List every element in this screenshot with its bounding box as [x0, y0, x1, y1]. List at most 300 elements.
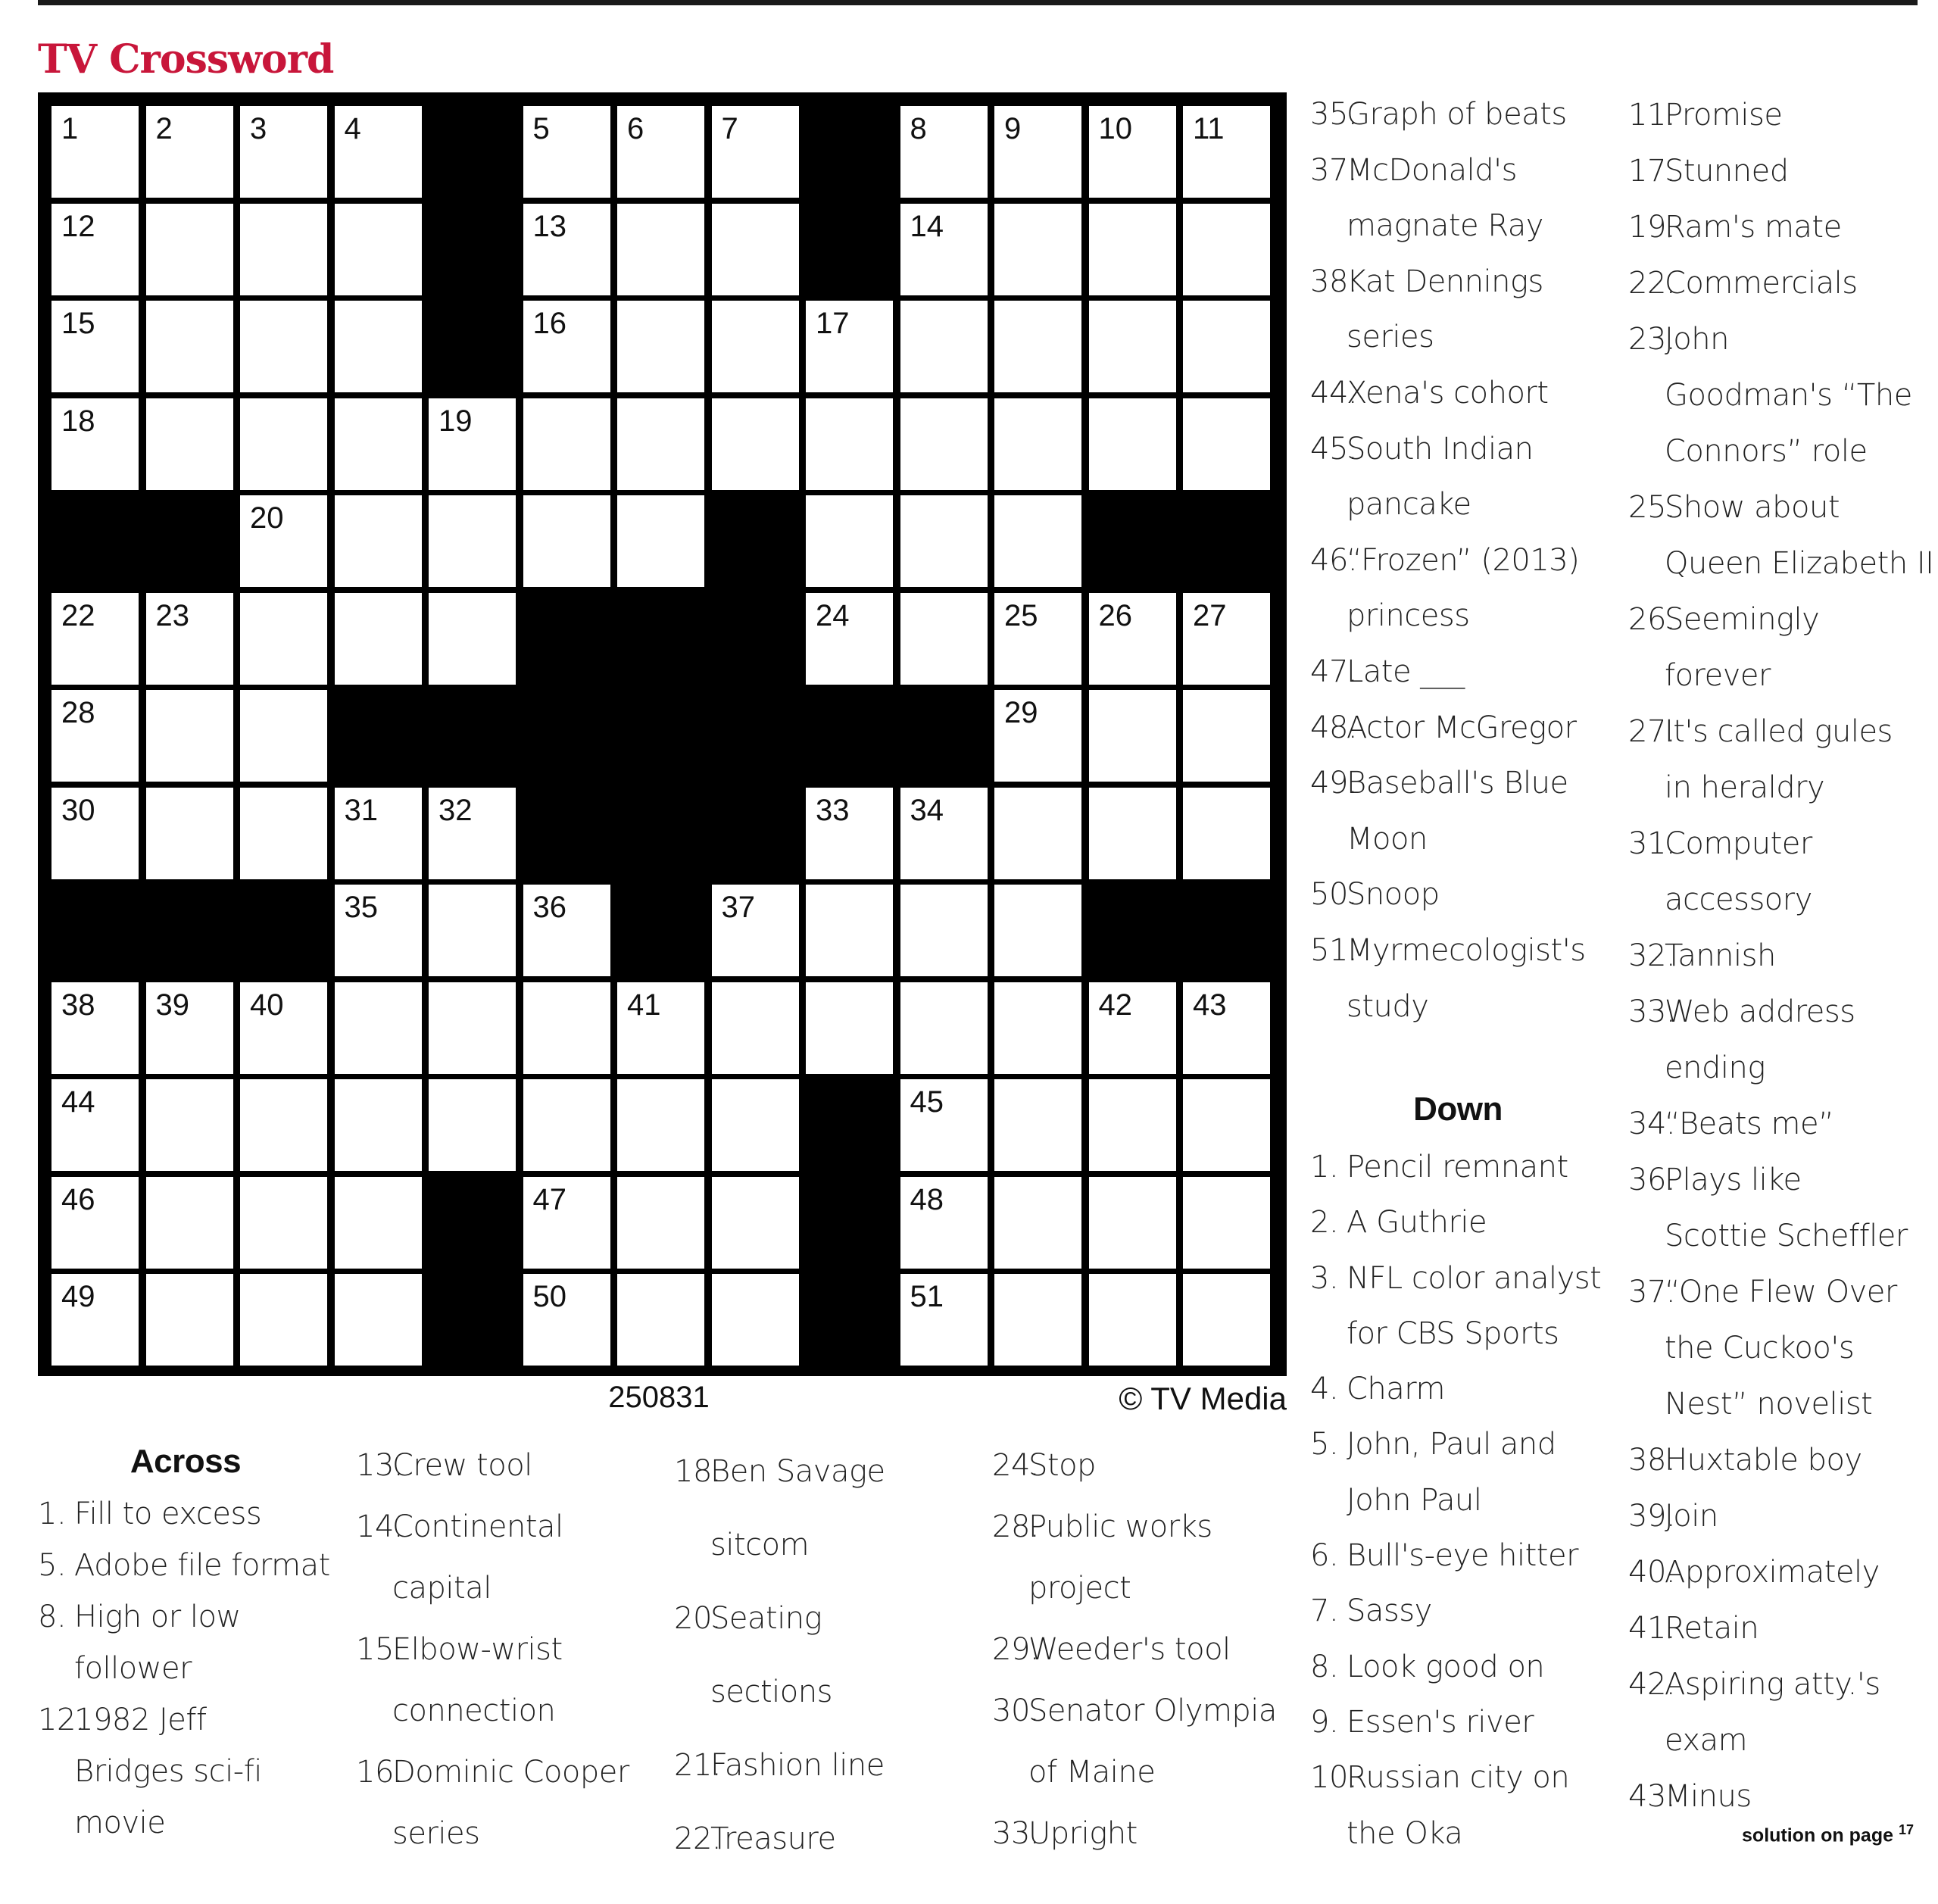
clue-item: [1310, 87, 1628, 143]
clue-item: [1310, 143, 1628, 254]
cell-number: 37: [721, 891, 755, 925]
grid-cell[interactable]: [617, 495, 704, 587]
clue-text: Promise: [1665, 98, 1783, 133]
clue-text: It's called gules: [1665, 714, 1893, 749]
cell-number: 46: [61, 1182, 95, 1216]
grid-cell[interactable]: [712, 106, 799, 198]
clue-item: [1310, 1640, 1628, 1695]
clue-text: Huxtable boy: [1665, 1443, 1862, 1478]
grid-cell[interactable]: [806, 593, 893, 685]
grid-cell[interactable]: [900, 1079, 988, 1171]
grid-cell[interactable]: [994, 982, 1081, 1074]
clue-number: 3.: [1310, 1260, 1339, 1296]
grid-cell[interactable]: [523, 885, 610, 976]
clue-item: [1628, 1096, 1938, 1152]
clue-item: [1628, 255, 1938, 311]
cell-number: 26: [1098, 598, 1132, 632]
grid-cell[interactable]: [900, 106, 988, 198]
grid-cell[interactable]: [240, 1079, 327, 1171]
cell-number: 36: [532, 891, 566, 925]
grid-cell[interactable]: [335, 398, 422, 490]
grid-cell[interactable]: [51, 106, 139, 198]
clue-item: [356, 1742, 659, 1865]
grid-cell[interactable]: [900, 982, 988, 1074]
clue-item: [1310, 1528, 1628, 1584]
grid-cell[interactable]: [146, 788, 233, 879]
clue-text: the Cuckoo's: [1665, 1331, 1855, 1366]
grid-cell[interactable]: [523, 982, 610, 1074]
cell-number: 41: [627, 988, 661, 1022]
grid-cell[interactable]: [335, 593, 422, 685]
grid-cell[interactable]: [146, 301, 233, 392]
clue-text: John: [1665, 322, 1729, 357]
grid-cell[interactable]: [51, 204, 139, 295]
clue-text: Russian city on: [1347, 1760, 1570, 1796]
grid-cell[interactable]: [994, 593, 1081, 685]
clue-number: 38.: [1310, 264, 1358, 299]
grid-cell[interactable]: [240, 204, 327, 295]
grid-cell[interactable]: [994, 885, 1081, 976]
clue-text: forever: [1665, 658, 1771, 693]
clue-item: [1628, 1432, 1938, 1488]
clue-number: 21.: [674, 1748, 722, 1783]
clue-number: 2.: [1310, 1205, 1339, 1241]
grid-cell[interactable]: [1183, 1079, 1270, 1171]
clue-text: Public works: [1028, 1509, 1212, 1544]
grid-cell[interactable]: [51, 1079, 139, 1171]
grid-cell[interactable]: [51, 788, 139, 879]
clue-text: Essen's river: [1347, 1704, 1534, 1740]
grid-cell[interactable]: [146, 593, 233, 685]
grid-cell[interactable]: [1183, 788, 1270, 879]
clue-text: Approximately: [1665, 1555, 1880, 1590]
clue-text: capital: [392, 1571, 492, 1606]
clue-text: for CBS Sports: [1347, 1316, 1559, 1351]
grid-cell[interactable]: [146, 690, 233, 782]
clue-item: [1310, 923, 1628, 1035]
top-rule: [38, 0, 1918, 5]
cell-number: 51: [910, 1280, 944, 1314]
clue-item: [1628, 928, 1938, 984]
across-clues-col5: [1310, 87, 1628, 1035]
clue-number: 33.: [1628, 994, 1676, 1029]
clue-text: Graph of beats: [1347, 97, 1567, 132]
clue-text: Elbow-wrist: [392, 1632, 563, 1667]
grid-cell[interactable]: [1089, 1079, 1176, 1171]
grid-cell[interactable]: [429, 1079, 516, 1171]
clue-item: [1628, 87, 1938, 143]
grid-cell[interactable]: [146, 204, 233, 295]
clue-number: 37.: [1310, 152, 1358, 188]
clue-item: [1628, 591, 1938, 704]
clue-text: Bridges sci-fi: [74, 1754, 262, 1789]
clue-number: 42.: [1628, 1667, 1676, 1702]
cell-number: 47: [532, 1182, 566, 1216]
grid-cell[interactable]: [146, 1177, 233, 1269]
grid-cell[interactable]: [712, 1177, 799, 1269]
grid-cell[interactable]: [1089, 788, 1176, 879]
grid-cell[interactable]: [146, 398, 233, 490]
grid-cell[interactable]: [429, 885, 516, 976]
grid-cell[interactable]: [51, 398, 139, 490]
grid-cell[interactable]: [335, 885, 422, 976]
clue-text: Moon: [1347, 821, 1428, 857]
cell-number: 3: [250, 112, 267, 145]
grid-cell[interactable]: [240, 301, 327, 392]
clue-number: 5.: [1310, 1427, 1339, 1462]
clue-number: 15.: [356, 1632, 404, 1667]
grid-cell[interactable]: [617, 1079, 704, 1171]
grid-cell[interactable]: [523, 1079, 610, 1171]
cell-number: 27: [1193, 598, 1227, 632]
grid-cell[interactable]: [806, 982, 893, 1074]
clue-number: 14.: [356, 1509, 404, 1544]
clue-text: Ben Savage: [710, 1454, 885, 1489]
clue-item: [1310, 1695, 1628, 1750]
clue-text: Computer: [1665, 826, 1812, 861]
grid-cell[interactable]: [712, 1079, 799, 1171]
clue-item: [1628, 1768, 1938, 1824]
clue-text: 1982 Jeff: [74, 1703, 207, 1737]
grid-cell[interactable]: [240, 1177, 327, 1269]
grid-cell[interactable]: [240, 106, 327, 198]
clue-text: project: [1028, 1571, 1131, 1606]
grid-cell[interactable]: [51, 690, 139, 782]
grid-cell[interactable]: [51, 982, 139, 1074]
clue-item: [674, 1803, 977, 1876]
clue-text: connection: [392, 1693, 556, 1728]
grid-cell[interactable]: [1183, 1274, 1270, 1366]
clue-item: [38, 1540, 341, 1591]
clue-number: 20.: [674, 1601, 722, 1636]
cell-number: 23: [155, 598, 189, 632]
grid-cell[interactable]: [806, 885, 893, 976]
grid-cell[interactable]: [1089, 982, 1176, 1074]
clue-number: 35.: [1310, 97, 1358, 132]
grid-cell[interactable]: [240, 495, 327, 587]
puzzle-id: 250831: [608, 1381, 710, 1414]
grid-cell[interactable]: [523, 1274, 610, 1366]
cell-number: 7: [721, 112, 738, 145]
clue-item: [1628, 1152, 1938, 1264]
clue-text: Commercials: [1665, 266, 1858, 301]
grid-cell[interactable]: [900, 398, 988, 490]
clue-item: [1310, 1750, 1628, 1862]
grid-cell[interactable]: [523, 398, 610, 490]
grid-cell[interactable]: [900, 885, 988, 976]
grid-cell[interactable]: [1089, 106, 1176, 198]
cell-number: 9: [1004, 112, 1022, 145]
grid-cell[interactable]: [1183, 204, 1270, 295]
clue-text: Minus: [1665, 1779, 1752, 1814]
grid-cell[interactable]: [335, 1274, 422, 1366]
cell-number: 25: [1004, 598, 1038, 632]
grid-cell[interactable]: [712, 885, 799, 976]
cell-number: 29: [1004, 696, 1038, 730]
clue-text: Myrmecologist's: [1347, 932, 1586, 968]
clue-item: [356, 1619, 659, 1742]
clue-item: [1310, 422, 1628, 533]
grid-cell[interactable]: [712, 204, 799, 295]
cell-number: 35: [344, 891, 378, 925]
clue-number: 10.: [1310, 1760, 1358, 1796]
grid-cell[interactable]: [617, 1274, 704, 1366]
grid-cell[interactable]: [806, 788, 893, 879]
clue-text: Baseball's Blue: [1347, 766, 1568, 801]
grid-cell[interactable]: [1183, 301, 1270, 392]
clue-text: series: [392, 1816, 480, 1851]
grid-cell[interactable]: [1089, 593, 1176, 685]
grid-cell[interactable]: [617, 1177, 704, 1269]
grid-cell[interactable]: [712, 301, 799, 392]
clue-number: 45.: [1310, 431, 1358, 467]
grid-cell[interactable]: [1089, 690, 1176, 782]
grid-cell[interactable]: [994, 1274, 1081, 1366]
clue-text: Tannish: [1665, 938, 1776, 973]
grid-cell[interactable]: [523, 106, 610, 198]
clue-number: 22.: [674, 1821, 722, 1856]
grid-cell[interactable]: [335, 982, 422, 1074]
grid-cell[interactable]: [712, 982, 799, 1074]
grid-cell[interactable]: [900, 1177, 988, 1269]
clue-number: 27.: [1628, 714, 1676, 749]
clue-text: Join: [1665, 1499, 1718, 1534]
grid-cell[interactable]: [994, 398, 1081, 490]
cell-number: 22: [61, 598, 95, 632]
clue-number: 18.: [674, 1454, 722, 1489]
clue-text: “Frozen” (2013): [1347, 542, 1580, 578]
solution-note: [1742, 1822, 1914, 1846]
clue-number: 23.: [1628, 322, 1676, 357]
grid-cell[interactable]: [1183, 982, 1270, 1074]
clue-text: South Indian: [1347, 431, 1534, 467]
grid-cell[interactable]: [900, 788, 988, 879]
grid-cell[interactable]: [1183, 398, 1270, 490]
clue-number: 8.: [38, 1600, 67, 1634]
cell-number: 45: [910, 1085, 944, 1119]
grid-cell[interactable]: [335, 788, 422, 879]
clue-number: 4.: [1310, 1372, 1339, 1407]
cell-number: 1: [61, 112, 79, 145]
clue-text: Sassy: [1347, 1593, 1432, 1629]
across-heading: Across: [130, 1443, 242, 1480]
clue-number: 19.: [1628, 210, 1676, 245]
grid-cell[interactable]: [429, 398, 516, 490]
cell-number: 44: [61, 1085, 95, 1119]
grid-cell[interactable]: [240, 398, 327, 490]
grid-cell[interactable]: [617, 398, 704, 490]
grid-cell[interactable]: [146, 982, 233, 1074]
clue-number: 51.: [1310, 932, 1358, 968]
clue-item: [992, 1497, 1310, 1619]
grid-cell[interactable]: [1183, 690, 1270, 782]
clue-text: Plays like: [1665, 1163, 1802, 1197]
cell-number: 19: [438, 404, 473, 438]
cell-number: 20: [250, 501, 284, 535]
clue-text: Seemingly: [1665, 602, 1820, 637]
clue-number: 26.: [1628, 602, 1676, 637]
clue-item: [38, 1488, 341, 1540]
grid-cell[interactable]: [51, 301, 139, 392]
grid-cell[interactable]: [806, 398, 893, 490]
clue-text: Late ___: [1347, 654, 1465, 689]
grid-cell[interactable]: [806, 301, 893, 392]
grid-cell[interactable]: [712, 1274, 799, 1366]
grid-cell[interactable]: [994, 690, 1081, 782]
grid-cell[interactable]: [240, 1274, 327, 1366]
clue-text: Look good on: [1347, 1649, 1545, 1684]
grid-cell[interactable]: [1089, 301, 1176, 392]
across-clues-col1: [38, 1435, 341, 1849]
grid-cell[interactable]: [994, 1177, 1081, 1269]
clue-text: Continental: [392, 1509, 563, 1544]
clue-item: [356, 1435, 659, 1497]
clue-item: [38, 1694, 341, 1849]
cell-number: 34: [910, 793, 944, 827]
clue-number: 44.: [1310, 375, 1358, 410]
grid-cell[interactable]: [617, 106, 704, 198]
clue-text: pancake: [1347, 487, 1471, 523]
grid-cell[interactable]: [617, 982, 704, 1074]
grid-cell[interactable]: [617, 204, 704, 295]
clue-text: “One Flew Over: [1665, 1275, 1897, 1309]
grid-cell[interactable]: [806, 495, 893, 587]
clue-text: High or low: [74, 1600, 241, 1634]
across-clues-col2: [356, 1435, 659, 1865]
grid-cell[interactable]: [1183, 106, 1270, 198]
grid-cell[interactable]: [1089, 1274, 1176, 1366]
cell-number: 31: [344, 793, 378, 827]
grid-cell[interactable]: [51, 1177, 139, 1269]
grid-cell[interactable]: [994, 1079, 1081, 1171]
crossword-grid: [38, 92, 1287, 1376]
grid-cell[interactable]: [429, 593, 516, 685]
clue-item: [1628, 1488, 1938, 1544]
grid-cell[interactable]: [523, 301, 610, 392]
clue-text: Actor McGregor: [1347, 710, 1577, 745]
grid-cell[interactable]: [240, 982, 327, 1074]
grid-cell[interactable]: [146, 106, 233, 198]
grid-cell[interactable]: [617, 301, 704, 392]
solution-note-text: solution on page: [1742, 1824, 1894, 1846]
clue-number: 8.: [1310, 1649, 1339, 1684]
clue-number: 12.: [38, 1703, 86, 1737]
cell-number: 42: [1098, 988, 1132, 1022]
clue-text: McDonald's: [1347, 152, 1517, 188]
clue-item: [1310, 645, 1628, 701]
cell-number: 49: [61, 1280, 95, 1314]
clue-text: Pencil remnant: [1347, 1150, 1568, 1185]
clue-item: [1628, 1656, 1938, 1768]
clue-number: 50.: [1310, 877, 1358, 913]
grid-cell[interactable]: [994, 301, 1081, 392]
cell-number: 43: [1193, 988, 1227, 1022]
grid-cell[interactable]: [335, 204, 422, 295]
grid-cell[interactable]: [1183, 1177, 1270, 1269]
grid-cell[interactable]: [712, 398, 799, 490]
grid-cell[interactable]: [335, 1079, 422, 1171]
clue-number: 43.: [1628, 1779, 1676, 1814]
clue-text: Nest” novelist: [1665, 1387, 1873, 1422]
grid-cell[interactable]: [994, 788, 1081, 879]
cell-number: 16: [532, 307, 566, 341]
clue-text: study: [1347, 988, 1429, 1024]
grid-cell[interactable]: [146, 1274, 233, 1366]
clue-text: sitcom: [710, 1528, 810, 1562]
clue-item: [1310, 1251, 1628, 1362]
grid-cell[interactable]: [1089, 1177, 1176, 1269]
grid-cell[interactable]: [1089, 204, 1176, 295]
down-clues-col6: [1628, 87, 1938, 1824]
clue-text: NFL color analyst: [1347, 1260, 1602, 1296]
clue-number: 31.: [1628, 826, 1676, 861]
clue-item: [1628, 1600, 1938, 1656]
clue-number: 30.: [992, 1693, 1040, 1728]
clue-number: 33.: [992, 1816, 1040, 1851]
grid-cell[interactable]: [900, 301, 988, 392]
clue-item: [674, 1435, 977, 1582]
grid-cell[interactable]: [994, 106, 1081, 198]
cell-number: 11: [1193, 112, 1225, 145]
cell-number: 50: [532, 1280, 566, 1314]
clue-item: [1310, 701, 1628, 757]
grid-cell[interactable]: [335, 495, 422, 587]
grid-cell[interactable]: [523, 495, 610, 587]
clue-item: [1628, 1264, 1938, 1432]
grid-cell[interactable]: [523, 1177, 610, 1269]
clue-number: 24.: [992, 1448, 1040, 1483]
grid-cell[interactable]: [240, 788, 327, 879]
grid-cell[interactable]: [429, 788, 516, 879]
grid-cell[interactable]: [335, 106, 422, 198]
grid-cell[interactable]: [900, 593, 988, 685]
clue-item: [1628, 479, 1938, 591]
grid-cell[interactable]: [900, 204, 988, 295]
grid-cell[interactable]: [900, 495, 988, 587]
grid-cell[interactable]: [523, 204, 610, 295]
clue-number: 17.: [1628, 154, 1676, 189]
grid-cell[interactable]: [1089, 398, 1176, 490]
grid-cell[interactable]: [429, 982, 516, 1074]
across-clues-col4: [992, 1435, 1310, 1865]
grid-cell[interactable]: [429, 495, 516, 587]
grid-cell[interactable]: [994, 495, 1081, 587]
cell-number: 6: [627, 112, 644, 145]
grid-cell[interactable]: [240, 593, 327, 685]
grid-cell[interactable]: [335, 1177, 422, 1269]
clue-text: Aspiring atty.'s: [1665, 1667, 1880, 1702]
clue-item: [674, 1582, 977, 1729]
clue-item: [1310, 1584, 1628, 1639]
clue-text: magnate Ray: [1347, 208, 1543, 244]
grid-cell[interactable]: [51, 1274, 139, 1366]
clue-text: Web address: [1665, 994, 1855, 1029]
solution-page-number: 17: [1898, 1822, 1914, 1837]
clue-number: 13.: [356, 1448, 404, 1483]
down-heading: Down: [1413, 1091, 1503, 1128]
grid-cell[interactable]: [51, 593, 139, 685]
clue-text: princess: [1347, 598, 1470, 634]
clue-text: Scottie Scheffler: [1665, 1219, 1908, 1253]
grid-cell[interactable]: [146, 1079, 233, 1171]
grid-cell[interactable]: [900, 1274, 988, 1366]
grid-cell[interactable]: [994, 204, 1081, 295]
page-title: TV Crossword: [38, 36, 334, 83]
cell-number: 2: [155, 112, 173, 145]
grid-cell[interactable]: [240, 690, 327, 782]
grid-cell[interactable]: [1183, 593, 1270, 685]
grid-cell[interactable]: [335, 301, 422, 392]
